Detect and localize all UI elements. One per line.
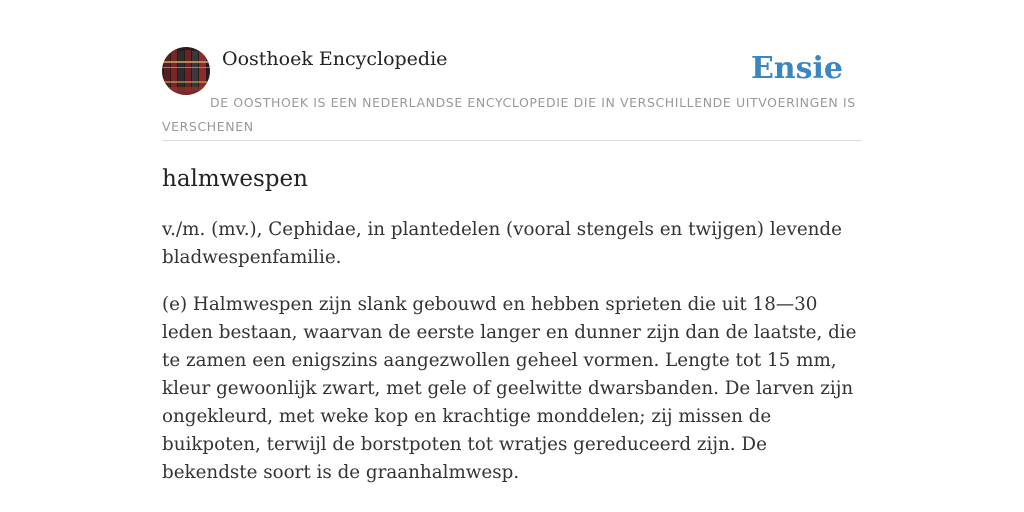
source-header (162, 45, 862, 141)
description-paragraph: (e) Halmwespen zijn slank gebouwd en hebben sprieten die uit 18—30 leden bestaan, waarvan de eerste langer en dunner zijn dan de laatste, die te zamen een enigszins aangezwollen geheel vormen. Lengte tot 15 mm, kleur gewoonlijk zwart, met gele of geelwitte dwarsbanden. De larven zijn ongekleurd, met weke kop en krachtige monddelen; zij missen de buikpoten, terwijl de borstpoten tot wratjes gereduceerd zijn. De bekendste soort is de graanhalmwesp. (162, 294, 857, 483)
source-name[interactable]: Oosthoek Encyclopedie (222, 48, 448, 70)
entry-title: halmwespen (162, 166, 308, 192)
definition-paragraph: v./m. (mv.), Cephidae, in plantedelen (vooral stengels en twijgen) levende bladwespenfamilie. (162, 219, 842, 268)
ensie-logo[interactable]: Ensie (750, 51, 843, 86)
entry-body (162, 216, 866, 506)
encyclopedia-books-icon[interactable] (162, 47, 210, 95)
source-tagline: DE OOSTHOEK IS EEN NEDERLANDSE ENCYCLOPEDIE DIE IN VERSCHILLENDE UITVOERINGEN IS VERSCHENEN (162, 95, 856, 134)
